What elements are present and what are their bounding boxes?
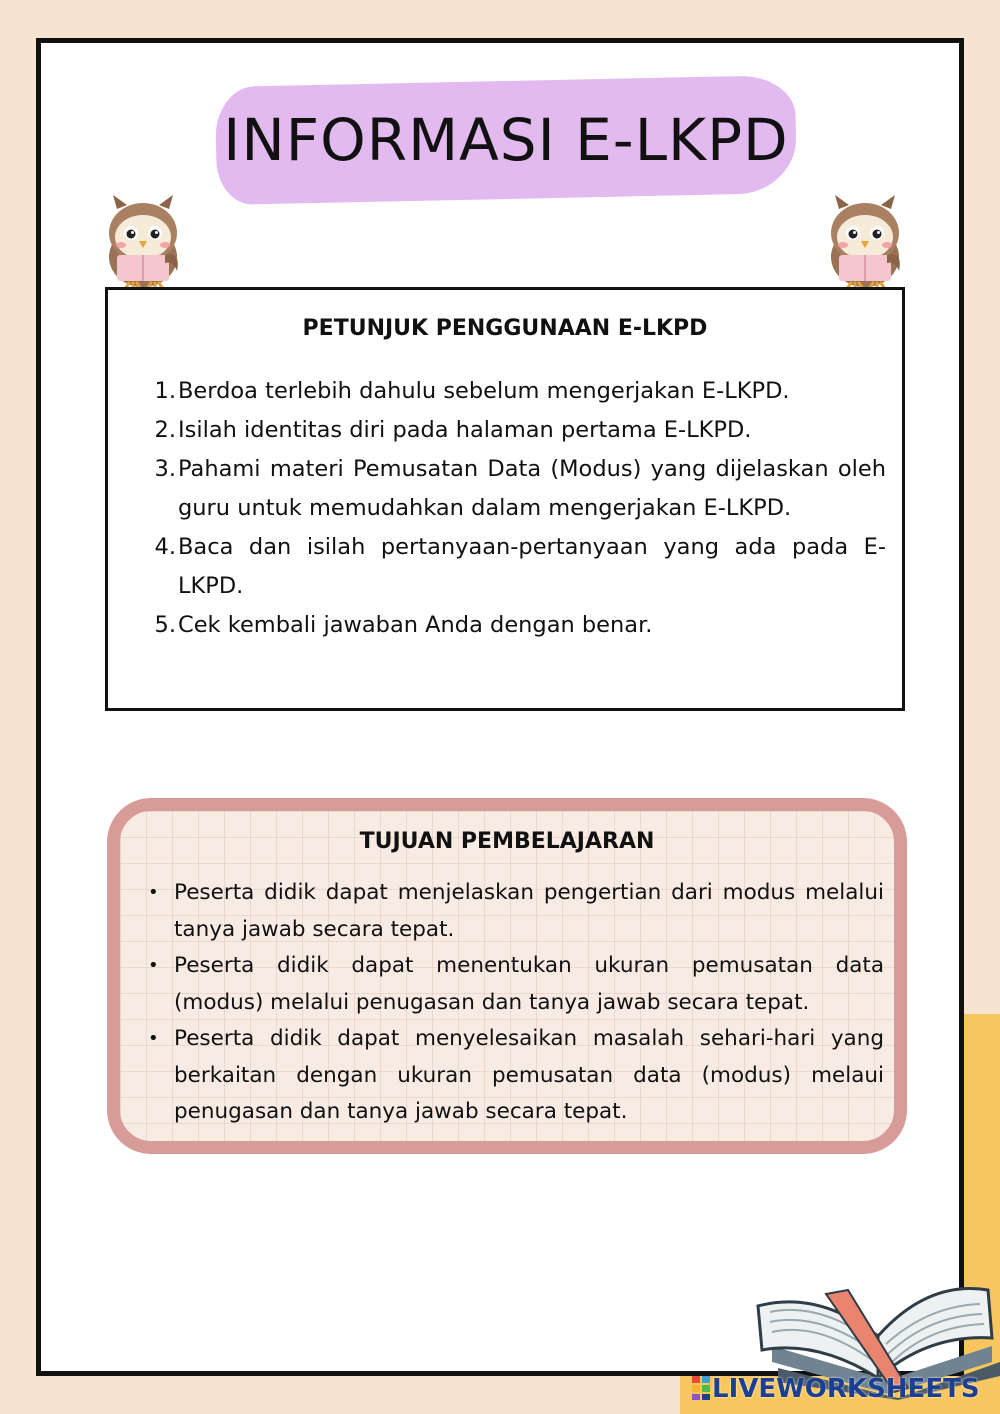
tujuan-list bbox=[148, 875, 884, 1131]
step-number: 4. bbox=[154, 534, 176, 560]
step-text: Pahami materi Pemusatan Data (Modus) yang dijelaskan oleh guru untuk memudahkan dalam mengerjakan E-LKPD. bbox=[178, 456, 886, 521]
list-item bbox=[152, 450, 886, 528]
step-number: 3. bbox=[154, 456, 176, 482]
step-text: Berdoa terlebih dahulu sebelum mengerjakan E-LKPD. bbox=[178, 378, 790, 404]
owl-reading-icon bbox=[825, 191, 905, 289]
petunjuk-list bbox=[152, 372, 886, 645]
owl-reading-icon bbox=[103, 191, 183, 289]
list-item bbox=[152, 372, 886, 411]
worksheet-page bbox=[36, 38, 964, 1376]
goal-text: Peserta didik dapat menentukan ukuran pemusatan data (modus) melalui penugasan dan tanya jawab secara tepat. bbox=[174, 953, 884, 1015]
step-text: Baca dan isilah pertanyaan-pertanyaan yang ada pada E-LKPD. bbox=[178, 534, 886, 599]
list-item bbox=[148, 875, 884, 948]
tujuan-heading: TUJUAN PEMBELAJARAN bbox=[359, 829, 655, 854]
goal-text: Peserta didik dapat menyelesaikan masalah sehari-hari yang berkaitan dengan ukuran pemusatan data (modus) melaui penugasan dan tanya jawab secara tepat. bbox=[174, 1026, 884, 1124]
page-title: INFORMASI E-LKPD bbox=[223, 106, 789, 174]
title-banner bbox=[216, 81, 796, 199]
liveworksheets-watermark bbox=[692, 1374, 980, 1404]
step-number: 2. bbox=[154, 417, 176, 443]
petunjuk-box bbox=[105, 287, 905, 711]
liveworksheets-logo-icon bbox=[692, 1376, 710, 1400]
petunjuk-heading: PETUNJUK PENGGUNAAN E-LKPD bbox=[302, 316, 708, 341]
bullet: • bbox=[148, 1028, 159, 1049]
bullet: • bbox=[148, 882, 159, 903]
tujuan-box bbox=[107, 798, 907, 1154]
step-number: 1. bbox=[154, 378, 176, 404]
step-number: 5. bbox=[154, 612, 176, 638]
watermark-text: LIVEWORKSHEETS bbox=[712, 1374, 980, 1404]
list-item bbox=[148, 948, 884, 1021]
bullet: • bbox=[148, 955, 159, 976]
list-item bbox=[152, 411, 886, 450]
step-text: Cek kembali jawaban Anda dengan benar. bbox=[178, 612, 653, 638]
step-text: Isilah identitas diri pada halaman pertama E-LKPD. bbox=[178, 417, 752, 443]
list-item bbox=[152, 606, 886, 645]
goal-text: Peserta didik dapat menjelaskan pengertian dari modus melalui tanya jawab secara tepat. bbox=[174, 880, 884, 942]
list-item bbox=[152, 528, 886, 606]
list-item bbox=[148, 1021, 884, 1131]
